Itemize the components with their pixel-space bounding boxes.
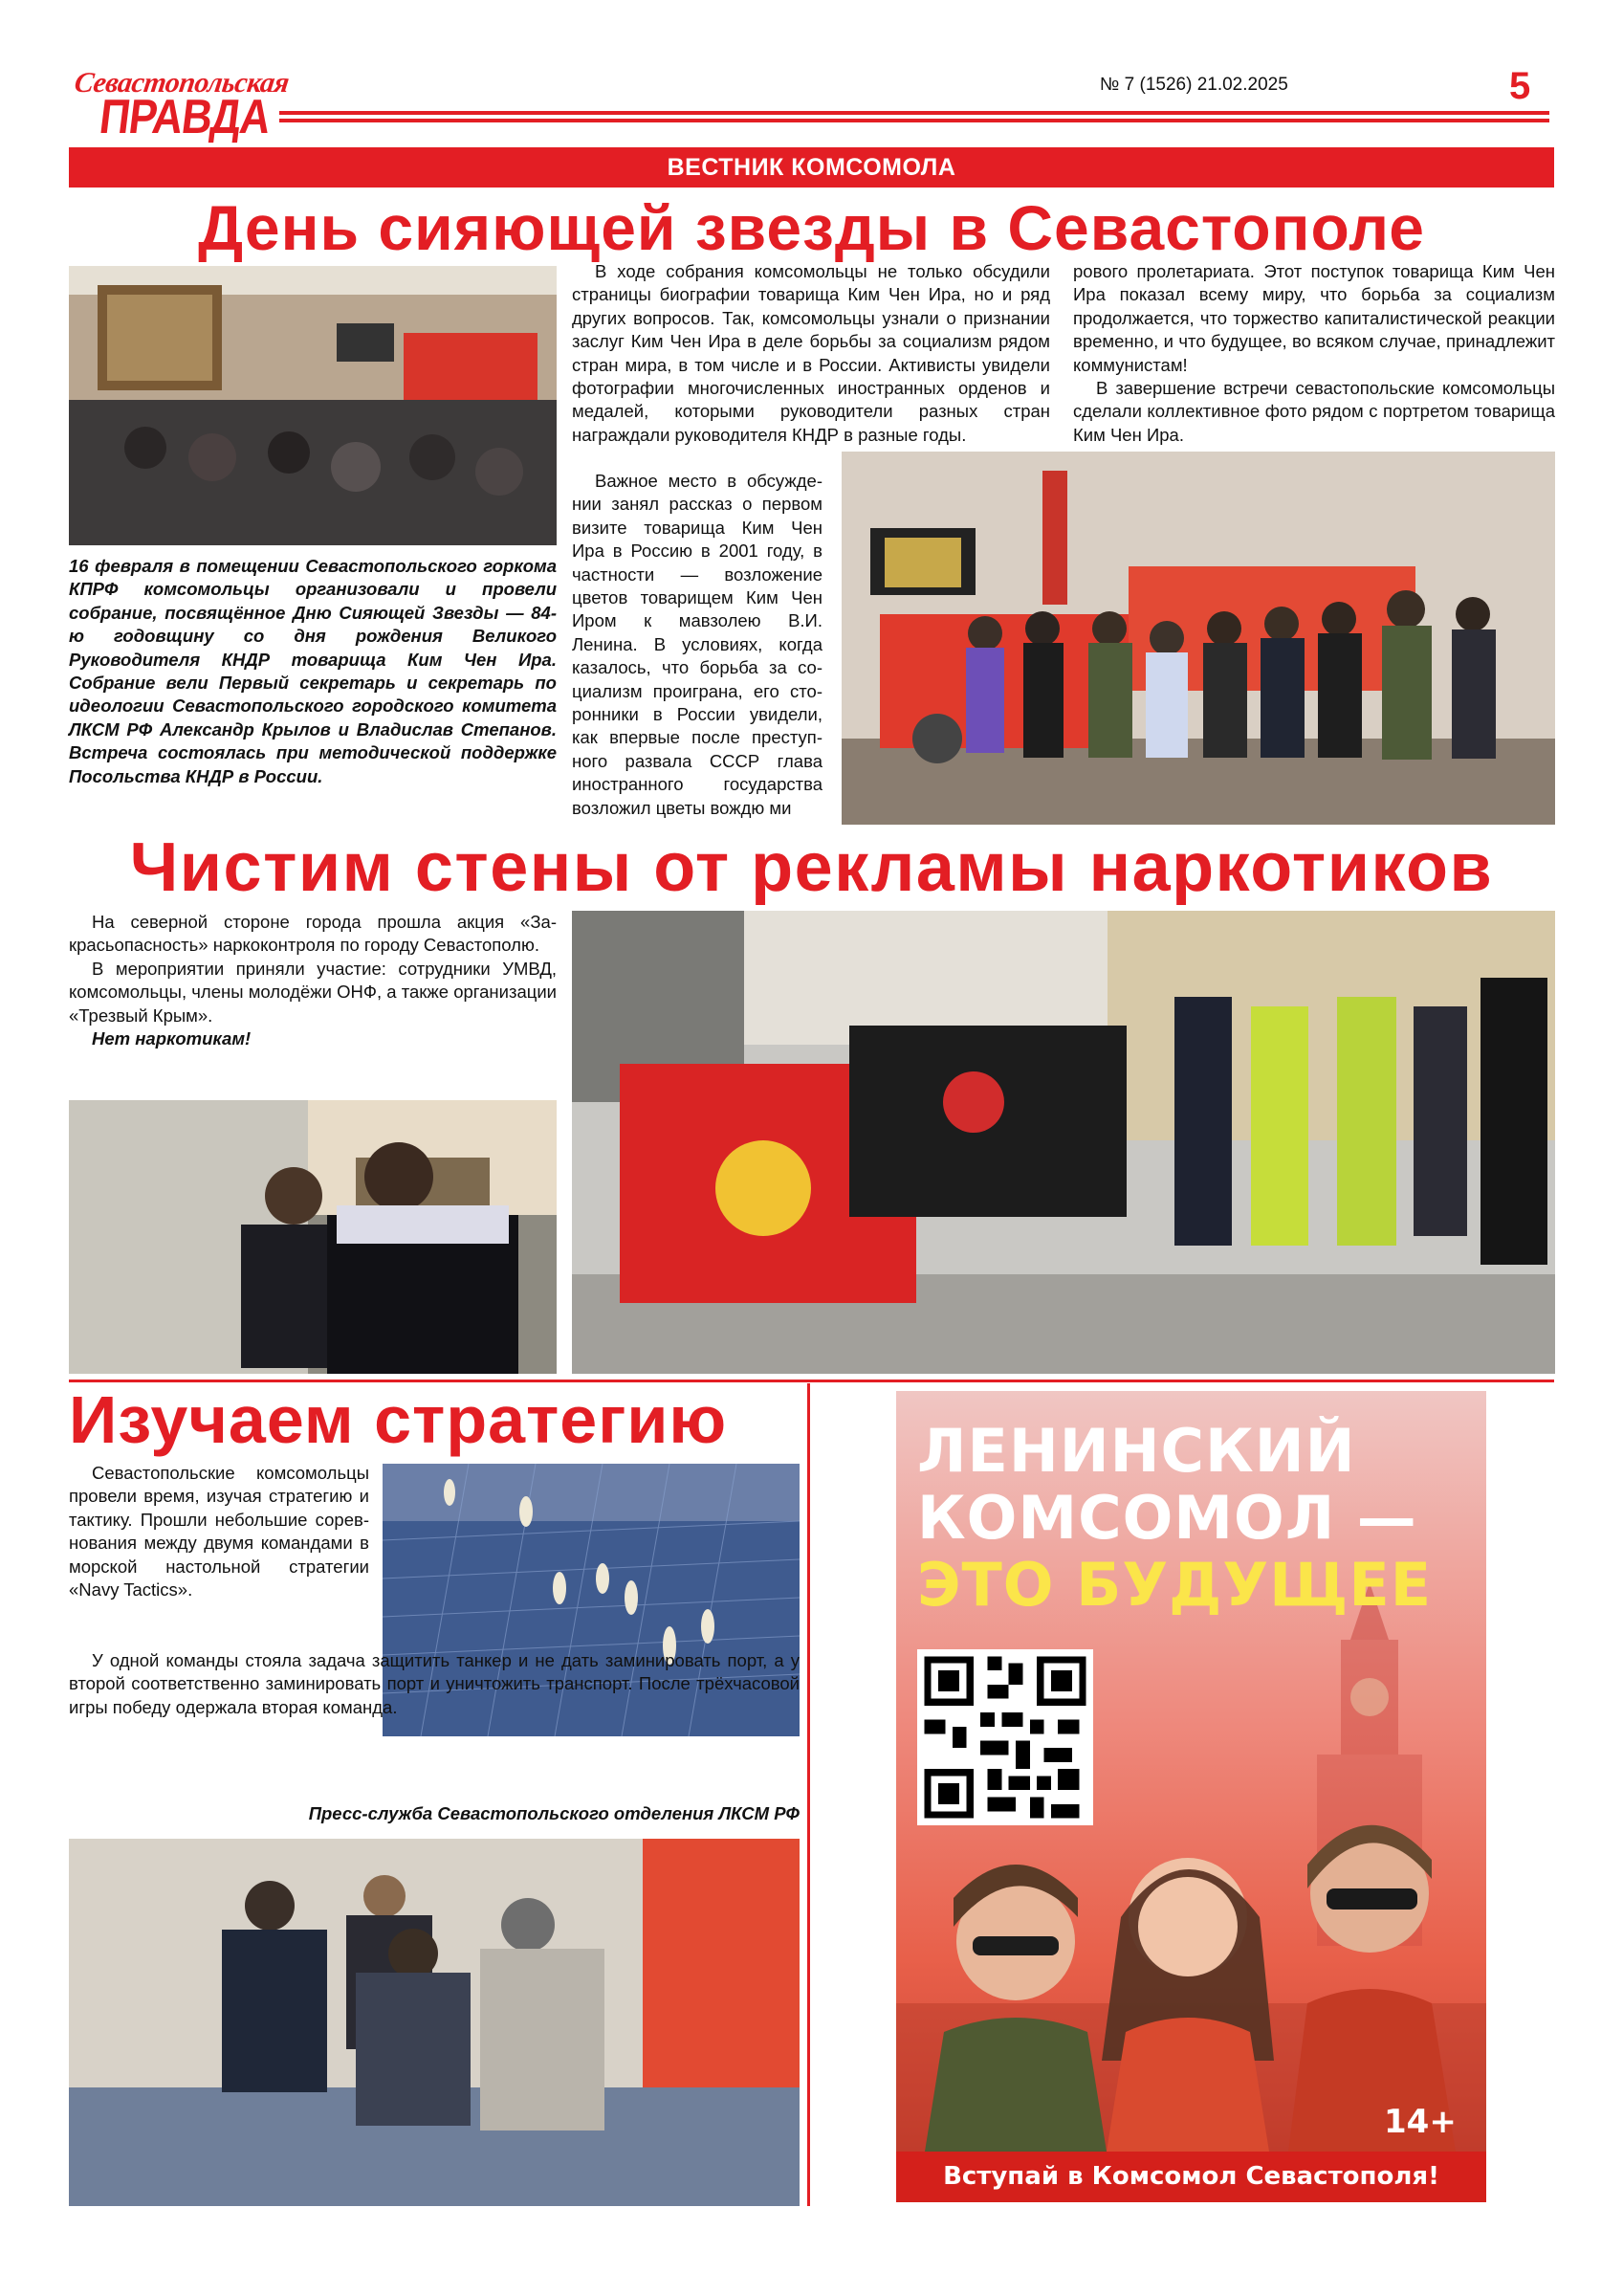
poster-title-line2: КОМСОМОЛ — — [917, 1483, 1417, 1553]
article2-paragraph: В мероприятии приняли участие: сотрудники УМВД, комсомольцы, члены молодёжи ОНФ, а также организации «Трезвый Крым». — [69, 958, 557, 1026]
article1-paragraph: В завершение встречи севастопольские комсомольцы сделали коллективное фото рядом с портретом товарища Ким Чен Ира. — [1073, 378, 1555, 445]
article3-paragraph: У одной команды стояла задача защитить танкер и не дать заминировать порт, а у второй соответственно заминировать порт и уничтожить транспорт. После трёхчасовой игры победу одержала вторая команда. — [69, 1650, 800, 1717]
photo-group-portrait — [842, 452, 1555, 825]
qr-code[interactable] — [917, 1649, 1093, 1825]
article3-text-wide — [69, 1649, 800, 1719]
poster-title-line3: ЭТО БУДУЩЕЕ — [917, 1550, 1433, 1620]
article1-paragraph: рового пролетариата. Этот поступок товарища Ким Чен Ира показал всему миру, что борьба за социализм продолжается, что торжество капиталистической реакции временно, и что будущее, во всяком случае, принадлежит коммунистам! — [1073, 261, 1555, 375]
article1-column2-intro — [572, 260, 1050, 447]
article2-paragraph: На северной стороне города прошла акция «Закрасьопасность» наркоконтроля по городу Севастополю. — [69, 912, 557, 956]
article3-credit: Пресс-служба Севастопольского отделения ЛКСМ РФ — [308, 1803, 800, 1823]
poster-title-line1: ЛЕНИНСКИЙ — [917, 1416, 1356, 1486]
section-title-bar: ВЕСТНИК КОМСОМОЛА — [69, 147, 1554, 188]
header-decor-lines — [279, 111, 1549, 130]
issue-info: № 7 (1526) 21.02.2025 — [1100, 75, 1288, 95]
newspaper-logo-main: ПРАВДА — [97, 90, 274, 144]
photo-action-group — [572, 911, 1555, 1374]
article1-paragraph: Важное место в обсуждении занял рассказ о первом визите товарища Ким Чен Ира в Россию в 2001 году, в частности — возложение цветов товарищем Ким Чен Иром к мавзолею В.И. Ленина. В условиях, когда казалось, что борьба за социализм проиграна, его сторонники в России увидели, как впервые после преступного развала СССР глава иностранного государства возложил цветы вождю ми — [572, 471, 822, 818]
komsomol-poster — [896, 1391, 1486, 2202]
join-call-to-action: Вступай в Комсомол Севастополя! — [896, 2152, 1486, 2202]
poster-title — [917, 1418, 1472, 1619]
article1-column2-lower — [572, 470, 822, 820]
photo-meeting-hall — [69, 266, 557, 545]
age-rating: 14+ — [1384, 2103, 1457, 2141]
article2-headline: Чистим стены от рекламы наркотиков — [129, 829, 1494, 906]
page-number: 5 — [1509, 65, 1531, 107]
article1-column3 — [1073, 260, 1555, 447]
article3-paragraph: Севастопольские комсомольцы провели время, изучая стратегию и тактику. Прошли небольшие соревнования между двумя командами в морской настольной стратегии «Navy Tactics». — [69, 1463, 369, 1601]
article2-slogan: Нет наркотикам! — [92, 1028, 252, 1049]
poster-youth-illustration — [896, 1812, 1486, 2152]
article2-text — [69, 911, 557, 1050]
article3-text-narrow — [69, 1462, 369, 1601]
article1-headline: День сияющей звезды в Севастополе — [198, 192, 1425, 263]
photo-players-table — [69, 1839, 800, 2206]
article3-headline: Изучаем стратегию — [69, 1382, 728, 1457]
article1-caption: 16 февраля в помещении Севастопольского горкома КПРФ комсомольцы организовали и провели собрание, посвящённое Дню Сияющей Звезды — 84-ю годовщину со дня рождения Великого Руководителя КНДР товарища Ким Чен Ира. Собрание вели Первый секретарь и секретарь по идеологии Севастопольского городского комитета ЛКСМ РФ Александр Крылов и Владислав Степанов. Встреча состоялась при методической поддержке Посольства КНДР в России. — [69, 556, 557, 786]
column-divider — [807, 1383, 810, 2206]
newspaper-logo-top: Севастопольская — [72, 67, 292, 99]
photo-wall-painting — [69, 1100, 557, 1374]
article1-paragraph: В ходе собрания комсомольцы не только обсудили страницы биографии товарища Ким Чен Ира, но и ряд других вопросов. Так, комсомольцы узнали о признании заслуг Ким Чен Ира в деле борьбы за социализм рядом стран мира, в том числе и в России. Активисты увидели фотографии многочисленных иностранных орденов и медалей, которыми руководители разных стран награждали руководителя КНДР в разные годы. — [572, 261, 1050, 445]
